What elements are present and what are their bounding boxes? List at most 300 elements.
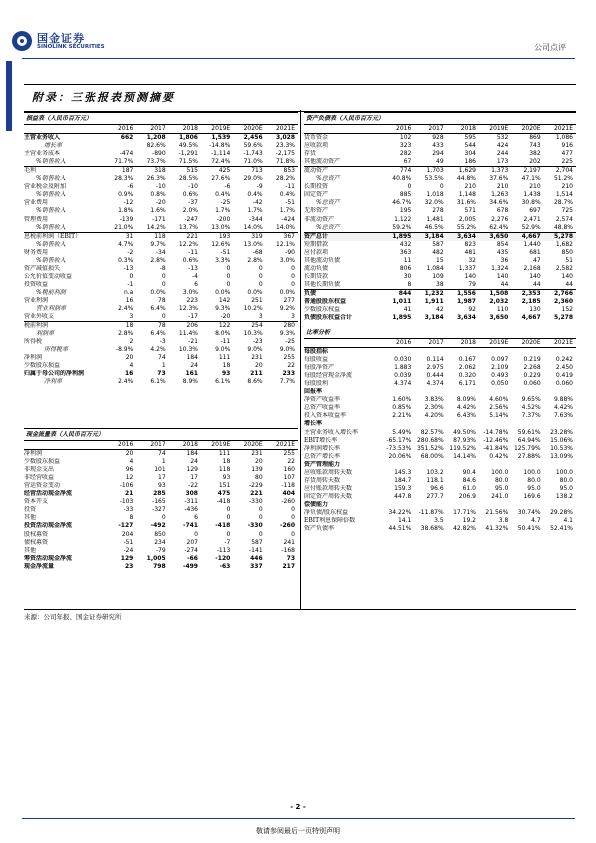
cell-value: -11 bbox=[188, 248, 198, 256]
row-label: 资产管理能力 bbox=[304, 460, 341, 468]
row-label: 短期借款 bbox=[304, 240, 329, 248]
cell-value: -344 bbox=[249, 215, 263, 223]
cell-value: -13 bbox=[123, 264, 134, 272]
cell-value: 5,278 bbox=[554, 314, 573, 322]
cell-value: 48.8% bbox=[544, 224, 576, 233]
row-label: 投资 bbox=[24, 506, 37, 514]
cell-value: 118 bbox=[218, 466, 231, 474]
balance-sheet-title: 资产负债表（人民币百万元） bbox=[304, 112, 576, 125]
cell-value: 72.4% bbox=[201, 158, 233, 167]
cell-value: -1,291 bbox=[178, 150, 198, 158]
table-row bbox=[304, 158, 576, 167]
cell-value: 6.1% bbox=[215, 378, 231, 386]
row-label: %总资产 bbox=[316, 175, 340, 183]
year-header: 2018 bbox=[447, 125, 479, 134]
table-row bbox=[24, 531, 298, 539]
cell-value: -200 bbox=[216, 215, 231, 223]
cell-value: -12 bbox=[123, 199, 134, 207]
cell-value: 774 bbox=[399, 167, 412, 175]
cell-value: 3.3% bbox=[215, 256, 231, 264]
cell-value: -90 bbox=[285, 248, 295, 256]
cell-value: 31 bbox=[125, 232, 134, 240]
cell-value: 103.2 bbox=[426, 468, 444, 476]
logo-brand-cn: 国金证券 bbox=[37, 32, 85, 45]
cell-value: -11 bbox=[285, 183, 295, 191]
cell-value: 587 bbox=[251, 538, 263, 546]
cell-value: 241 bbox=[283, 538, 295, 546]
cell-value: 82.6% bbox=[146, 142, 166, 150]
table-row bbox=[304, 241, 576, 249]
cell-value: 0 bbox=[136, 313, 168, 322]
cell-value: 481 bbox=[464, 248, 476, 256]
cell-value: 68.00% bbox=[420, 452, 444, 460]
table-row bbox=[304, 281, 576, 290]
cell-value: 80 bbox=[255, 474, 263, 482]
page-header bbox=[0, 0, 596, 60]
cell-value: 9.2% bbox=[279, 305, 295, 313]
cell-value: 110 bbox=[496, 306, 509, 314]
cell-value: 11.4% bbox=[178, 330, 198, 338]
table-row bbox=[24, 232, 298, 241]
cell-value: 255 bbox=[283, 450, 295, 458]
row-label: 资产总计 bbox=[304, 232, 382, 241]
cell-value: 277 bbox=[283, 297, 295, 304]
cell-value: 743 bbox=[529, 142, 541, 150]
cell-value: -103 bbox=[119, 498, 134, 506]
cell-value: 0.0% bbox=[215, 288, 231, 296]
cell-value: 73.7% bbox=[136, 158, 168, 167]
cell-value: 1,987 bbox=[457, 298, 476, 305]
cell-value bbox=[447, 461, 479, 469]
cell-value: 2,276 bbox=[491, 215, 509, 223]
cell-value: 3.5 bbox=[434, 517, 444, 525]
cell-value: 0 bbox=[161, 272, 166, 280]
cell-value: 14.0% bbox=[233, 224, 265, 233]
row-label: 其他 bbox=[24, 546, 37, 554]
cell-value: 2 bbox=[129, 338, 134, 346]
cell-value: 80.0 bbox=[527, 476, 541, 484]
year-header-row bbox=[24, 441, 298, 450]
cell-value: 204 bbox=[121, 530, 134, 538]
cell-value: -23 bbox=[252, 338, 263, 346]
cell-value: 3 bbox=[266, 313, 298, 322]
cell-value: 1,514 bbox=[555, 191, 573, 199]
cell-value: 6.1% bbox=[150, 378, 166, 386]
cell-value bbox=[447, 501, 479, 509]
cell-value: 13.7% bbox=[169, 224, 201, 233]
cell-value: 0.9% bbox=[118, 191, 134, 199]
cell-value: 916 bbox=[561, 142, 573, 150]
row-label: %销售收入 bbox=[24, 224, 104, 233]
cell-value: -274 bbox=[184, 546, 198, 554]
year-header: 2017 bbox=[414, 339, 446, 348]
cell-value: 10.3% bbox=[178, 346, 198, 354]
cell-value: -68 bbox=[252, 248, 263, 256]
cell-value: 71.5% bbox=[169, 158, 201, 167]
row-label: 应收款项 bbox=[304, 142, 329, 150]
cell-value: 2,574 bbox=[555, 215, 573, 223]
cell-value: 211 bbox=[250, 370, 263, 378]
year-header: 2019E bbox=[201, 441, 233, 450]
cell-value: 2.109 bbox=[491, 364, 509, 372]
cell-value: 433 bbox=[432, 142, 444, 150]
cell-value: 195 bbox=[399, 207, 412, 215]
row-label: 每股净资产 bbox=[304, 364, 335, 372]
cell-value: 7.63% bbox=[553, 412, 573, 420]
cell-value: 223 bbox=[186, 297, 198, 304]
header-divider bbox=[22, 58, 575, 59]
cell-value: 24 bbox=[190, 458, 198, 466]
table-row bbox=[24, 506, 298, 514]
cell-value: 477 bbox=[561, 150, 573, 158]
table-row bbox=[304, 224, 576, 233]
cell-value: -11.87% bbox=[418, 509, 444, 516]
cell-value: 23.3% bbox=[275, 142, 295, 150]
table-row bbox=[24, 241, 298, 249]
cell-value: -14.8% bbox=[209, 142, 231, 150]
row-label: 净利润 bbox=[24, 450, 43, 458]
row-label: 营业外收支 bbox=[24, 313, 104, 322]
year-header: 2019E bbox=[479, 339, 511, 348]
table-row bbox=[304, 175, 576, 183]
table-row bbox=[304, 485, 576, 493]
cell-value: 854 bbox=[496, 240, 509, 248]
cell-value bbox=[511, 388, 543, 396]
cell-value: 8.09% bbox=[456, 396, 476, 404]
cell-value: 4.374 bbox=[394, 380, 412, 388]
row-label: 营业利润率 bbox=[36, 305, 67, 313]
cell-value bbox=[414, 388, 446, 396]
table-row bbox=[304, 445, 576, 453]
cell-value: 2,168 bbox=[523, 264, 541, 272]
cell-value: 587 bbox=[432, 240, 444, 248]
cell-value: 0.4% bbox=[215, 191, 231, 199]
cell-value: 0.050 bbox=[491, 380, 509, 388]
cell-value: -11 bbox=[220, 338, 231, 346]
source-divider bbox=[24, 609, 576, 610]
cell-value: 44.8% bbox=[456, 175, 476, 183]
cell-value: 2.8% bbox=[150, 256, 166, 264]
cell-value: 29.0% bbox=[243, 175, 263, 183]
cell-value: -168 bbox=[281, 546, 295, 554]
row-label: 其他流动资产 bbox=[304, 158, 382, 167]
table-row bbox=[24, 362, 298, 370]
cell-value: 111 bbox=[218, 450, 231, 458]
column-divider bbox=[300, 110, 301, 609]
cell-value: -229 bbox=[249, 482, 263, 490]
year-header: 2021E bbox=[266, 125, 298, 134]
cell-value: 95.0 bbox=[527, 484, 541, 492]
cell-value: -1,743 bbox=[243, 150, 263, 158]
cell-value: 55.2% bbox=[447, 224, 479, 233]
table-row bbox=[304, 257, 576, 265]
cell-value: 1.883 bbox=[394, 364, 412, 372]
cell-value: 9.3% bbox=[279, 330, 295, 338]
row-label: 主营业务收入增长率 bbox=[304, 428, 359, 436]
cell-value: 278 bbox=[432, 207, 444, 215]
cell-value: 1.60% bbox=[392, 396, 412, 404]
cell-value: 49.50% bbox=[453, 428, 476, 436]
table-row bbox=[304, 207, 576, 215]
cell-value: 0.493 bbox=[491, 372, 509, 380]
table-row bbox=[24, 265, 298, 273]
cell-value bbox=[544, 501, 576, 509]
cell-value: 73 bbox=[286, 554, 295, 562]
cell-value: 4,667 bbox=[511, 232, 543, 241]
cell-value: 2,456 bbox=[243, 134, 263, 142]
cell-value: 9.0% bbox=[247, 346, 263, 354]
cell-value: 53.5% bbox=[424, 175, 444, 183]
row-label: %销售收入 bbox=[36, 191, 66, 199]
table-row bbox=[304, 314, 576, 322]
cell-value: -260 bbox=[281, 498, 295, 506]
cell-value: 0.097 bbox=[491, 356, 509, 364]
cell-value: 435 bbox=[496, 248, 509, 256]
row-label: 税前利润 bbox=[24, 322, 49, 330]
cell-value: 9.65% bbox=[521, 396, 541, 404]
cell-value: 27.6% bbox=[211, 175, 231, 183]
cell-value: 52.9% bbox=[511, 224, 543, 233]
cell-value bbox=[382, 420, 414, 428]
cell-value: 319 bbox=[251, 232, 263, 240]
cell-value: 42.82% bbox=[453, 525, 476, 533]
row-label: 利润率 bbox=[36, 330, 55, 338]
cell-value: 0 bbox=[291, 530, 295, 538]
footer-disclaimer: 敬请参阅最后一页特别声明 bbox=[256, 827, 340, 835]
cell-value: 447.8 bbox=[394, 492, 412, 500]
cell-value: -330 bbox=[247, 522, 263, 530]
appendix-title: 附录：三张报表预测摘要 bbox=[24, 84, 576, 112]
row-label: 每股股利 bbox=[304, 380, 329, 388]
cell-value: 432 bbox=[399, 240, 412, 248]
row-label: 总资产收益率 bbox=[304, 404, 341, 412]
cell-value: 73 bbox=[157, 370, 166, 378]
year-header: 2018 bbox=[447, 339, 479, 348]
year-header-row bbox=[304, 339, 576, 348]
cell-value: 0 bbox=[258, 514, 263, 522]
table-row bbox=[304, 232, 576, 241]
cell-value: 206.9 bbox=[458, 492, 476, 500]
cell-value: 0 bbox=[291, 506, 295, 514]
row-label: 净利率 bbox=[44, 378, 63, 386]
cell-value: 233 bbox=[282, 370, 295, 378]
cell-value: 0 bbox=[226, 506, 231, 514]
table-row bbox=[304, 493, 576, 501]
cell-value: 160 bbox=[283, 466, 295, 474]
cell-value: 1,148 bbox=[458, 191, 476, 199]
table-row bbox=[304, 289, 576, 298]
table-row bbox=[24, 514, 298, 522]
table-row bbox=[24, 498, 298, 506]
cell-value: 3.83% bbox=[424, 396, 444, 404]
cell-value: -8.9% bbox=[115, 346, 134, 354]
cell-value: 0.060 bbox=[523, 380, 541, 388]
cell-value: 244 bbox=[496, 150, 509, 158]
cell-value: -73.53% bbox=[386, 444, 412, 452]
cell-value: -21 bbox=[188, 338, 198, 346]
row-label: 营业费用 bbox=[24, 199, 49, 207]
cell-value: 0.320 bbox=[458, 372, 476, 380]
cell-value: 221 bbox=[250, 490, 263, 498]
row-label: 投入资本收益率 bbox=[304, 412, 347, 420]
header-blank-cell bbox=[24, 441, 104, 450]
cell-value: 80.0 bbox=[494, 476, 509, 484]
cell-value: 41.32% bbox=[485, 525, 509, 533]
cell-value: 1.7% bbox=[279, 207, 295, 215]
year-header: 2016 bbox=[382, 339, 414, 348]
cell-value: 10.53% bbox=[550, 444, 573, 452]
cell-value: 280.68% bbox=[416, 436, 444, 444]
cell-value: -37 bbox=[188, 199, 198, 207]
table-row bbox=[24, 249, 298, 257]
cell-value: 1,481 bbox=[426, 215, 444, 223]
row-label: 毛利 bbox=[24, 167, 37, 175]
cell-value bbox=[479, 420, 511, 428]
cell-value: -51 bbox=[285, 199, 295, 207]
year-header: 2020E bbox=[511, 339, 543, 348]
cell-value: 1,539 bbox=[211, 134, 231, 142]
table-row bbox=[24, 191, 298, 199]
cell-value: -2 bbox=[127, 248, 134, 256]
row-label: 非经营收益 bbox=[24, 474, 55, 482]
row-label: 总资产增长率 bbox=[304, 452, 341, 460]
year-header: 2019E bbox=[201, 125, 233, 134]
cell-value: 318 bbox=[154, 167, 166, 175]
row-label: 流动负债 bbox=[304, 264, 329, 272]
cell-value: -20 bbox=[155, 199, 166, 207]
year-header: 2017 bbox=[414, 125, 446, 134]
cell-value: 101 bbox=[154, 466, 166, 474]
cell-value: 32 bbox=[468, 256, 476, 264]
cell-value: 64.94% bbox=[517, 436, 541, 444]
cell-value: 125.79% bbox=[513, 444, 541, 452]
cell-value bbox=[511, 501, 543, 509]
cell-value: 425 bbox=[218, 167, 231, 175]
cell-value: 49 bbox=[414, 158, 446, 167]
cell-value: 234 bbox=[154, 538, 166, 546]
table-row bbox=[24, 134, 298, 143]
cell-value: 363 bbox=[399, 248, 412, 256]
cell-value: 38.68% bbox=[420, 525, 444, 533]
table-row bbox=[304, 199, 576, 207]
cell-value: -33 bbox=[123, 506, 134, 514]
cell-value: 1,703 bbox=[426, 167, 444, 175]
cell-value: 2,005 bbox=[458, 215, 476, 223]
cell-value: 140 bbox=[561, 272, 573, 280]
row-label: 少数股东权益 bbox=[304, 306, 341, 314]
row-label: 负债 bbox=[304, 289, 317, 297]
cell-value: 9.0% bbox=[279, 346, 295, 354]
cell-value: 21 bbox=[124, 490, 134, 498]
cell-value: 0.4% bbox=[247, 191, 263, 199]
cell-value: -7 bbox=[224, 538, 231, 546]
cell-value: 87.93% bbox=[453, 436, 476, 444]
cell-value: 184.7 bbox=[394, 476, 412, 484]
cell-value: -492 bbox=[150, 522, 166, 530]
cell-value bbox=[414, 501, 446, 509]
row-label: 净资产收益率 bbox=[304, 396, 341, 404]
cell-value: 2.4% bbox=[118, 305, 134, 313]
table-row bbox=[304, 501, 576, 509]
cell-value: 9.88% bbox=[553, 396, 573, 404]
cell-value: 193 bbox=[218, 232, 231, 240]
cell-value: 2,582 bbox=[555, 264, 573, 272]
cell-value: n.a bbox=[123, 288, 134, 296]
cell-value: 24 bbox=[190, 362, 198, 370]
cell-value bbox=[382, 501, 414, 509]
cell-value: 169.6 bbox=[523, 492, 541, 500]
row-label: EBIT利息保障倍数 bbox=[304, 517, 356, 525]
cell-value: 16 bbox=[124, 370, 134, 378]
cell-value: -1,114 bbox=[210, 150, 231, 158]
cell-value: 2.450 bbox=[555, 364, 573, 372]
cell-value: 118 bbox=[154, 232, 166, 240]
cell-value: 0.039 bbox=[394, 372, 412, 380]
cell-value: 282 bbox=[399, 150, 412, 158]
cell-value: 1,508 bbox=[489, 289, 509, 297]
cell-value: 0 bbox=[291, 514, 295, 522]
cashflow-panel bbox=[24, 428, 298, 571]
row-label: 财务费用 bbox=[24, 248, 49, 256]
cell-value: 1,438 bbox=[523, 191, 541, 199]
cell-value: -25 bbox=[285, 338, 295, 346]
cell-value: 10.3% bbox=[243, 330, 263, 338]
cell-value: 12.3% bbox=[178, 305, 198, 313]
cell-value: 13.09% bbox=[550, 452, 573, 460]
cell-value: -436 bbox=[184, 506, 198, 514]
cell-value bbox=[479, 501, 511, 509]
cell-value: 0 bbox=[291, 264, 295, 272]
cell-value: 0.030 bbox=[394, 356, 412, 364]
cell-value: 5.14% bbox=[489, 412, 509, 420]
cell-value: 595 bbox=[464, 134, 476, 142]
cell-value: 207 bbox=[186, 538, 198, 546]
cell-value: 713 bbox=[251, 167, 263, 175]
cell-value: 0 bbox=[258, 506, 263, 514]
table-row bbox=[304, 348, 576, 357]
cell-value: 0.242 bbox=[555, 356, 573, 364]
cell-value: -106 bbox=[119, 482, 134, 490]
table-row bbox=[304, 404, 576, 412]
cell-value: -1 bbox=[127, 280, 134, 288]
cell-value: 4.2% bbox=[150, 346, 166, 354]
table-row bbox=[304, 142, 576, 150]
cell-value: 1.8% bbox=[118, 207, 134, 215]
cell-value: 119.52% bbox=[449, 444, 476, 452]
cell-value: 0 bbox=[226, 280, 231, 288]
table-row bbox=[24, 474, 298, 482]
table-row bbox=[304, 388, 576, 396]
cell-value: 3.8 bbox=[498, 517, 509, 525]
row-label: 存货 bbox=[304, 150, 317, 158]
year-header: 2017 bbox=[136, 125, 168, 134]
cell-value: 11 bbox=[403, 256, 412, 264]
table-row bbox=[304, 477, 576, 485]
cell-value: 8.9% bbox=[182, 378, 198, 386]
year-header: 2020E bbox=[233, 441, 265, 450]
year-header: 2017 bbox=[136, 441, 168, 450]
row-label: 股权募资 bbox=[24, 530, 49, 538]
cell-value: 4.7 bbox=[531, 517, 541, 525]
table-row bbox=[24, 273, 298, 281]
cell-value: 8 bbox=[129, 514, 134, 522]
cell-value: 22 bbox=[287, 362, 295, 370]
row-label: 其他流动负债 bbox=[304, 256, 341, 264]
row-label: 每股收益 bbox=[304, 356, 329, 364]
cell-value: 4,667 bbox=[521, 314, 541, 322]
cell-value: 221 bbox=[186, 232, 198, 240]
cell-value: 118.1 bbox=[426, 476, 444, 484]
